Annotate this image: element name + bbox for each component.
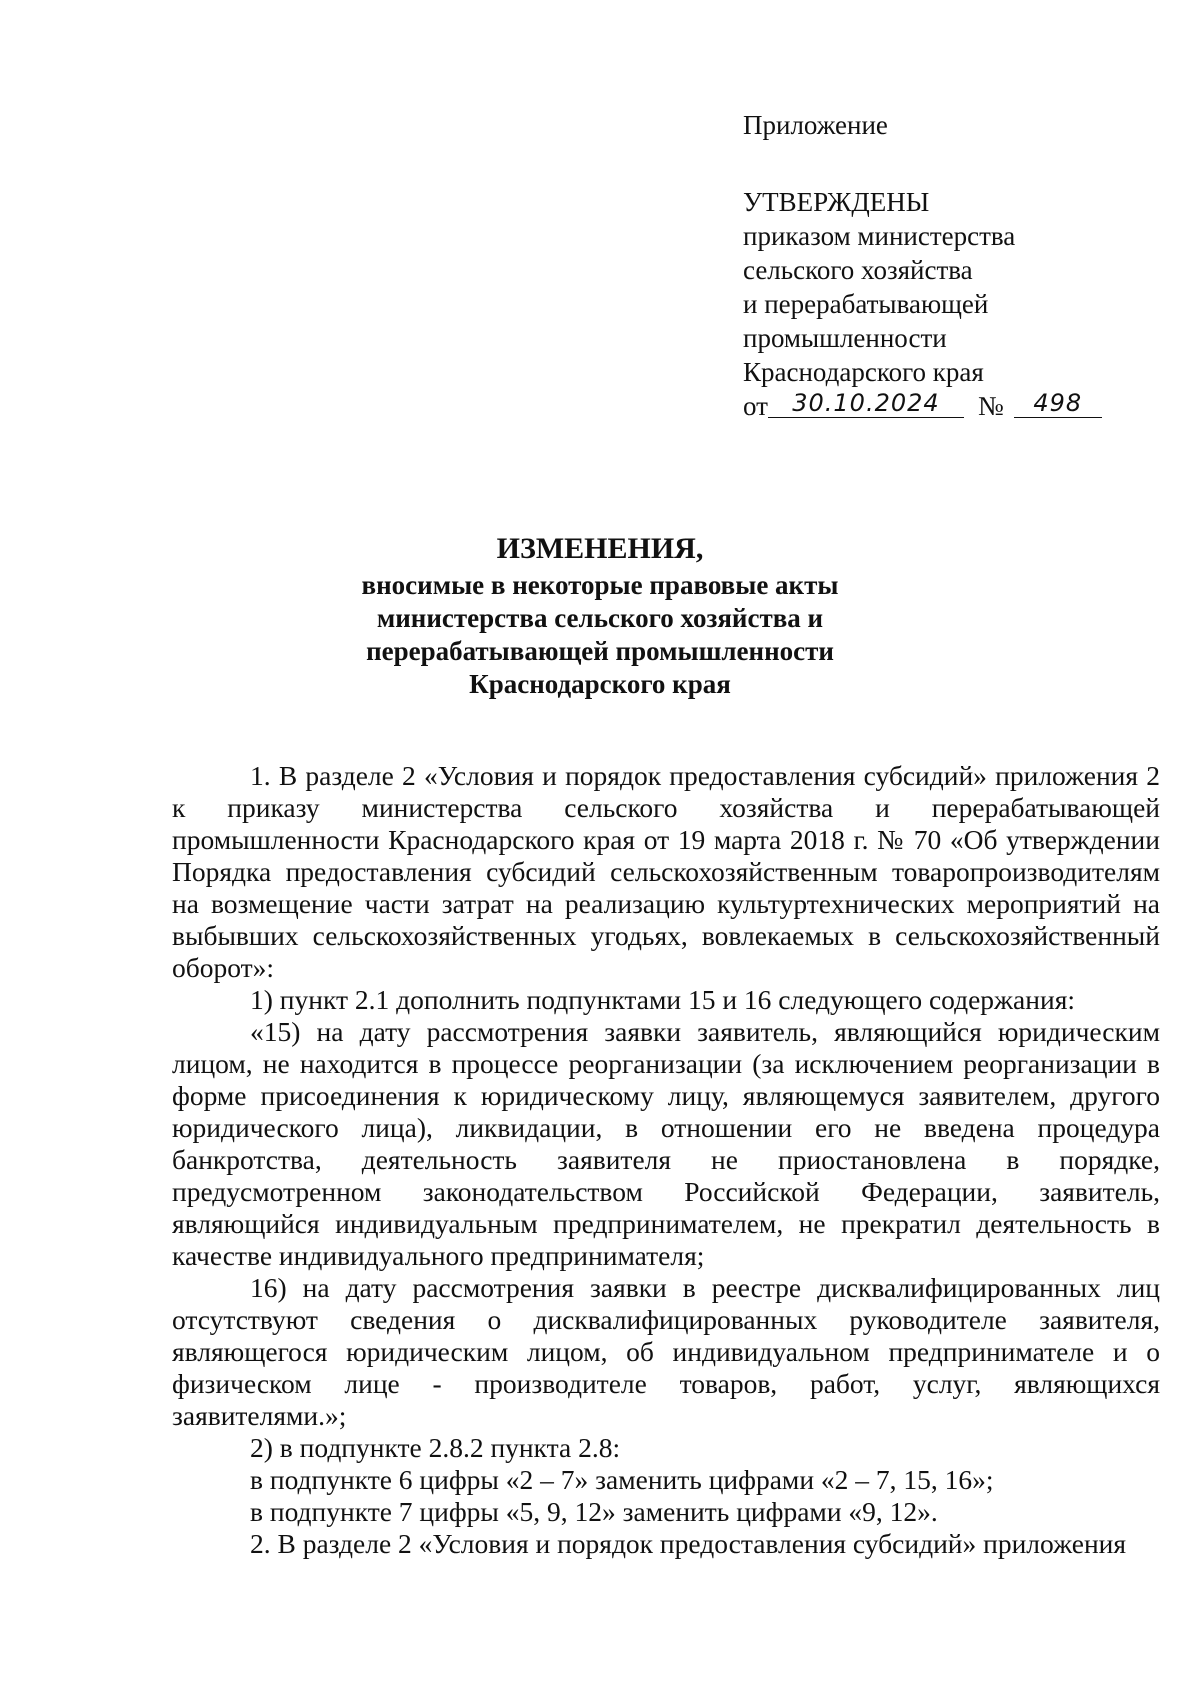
order-number-handwritten: 498 <box>1014 389 1102 418</box>
date-prefix: от <box>743 391 768 421</box>
heading-subtitle-line: министерства сельского хозяйства и <box>376 603 824 633</box>
approval-line: промышленности <box>743 323 947 353</box>
approval-line: Краснодарского края <box>743 357 984 387</box>
heading-subtitle-line: перерабатывающей промышленности <box>366 636 834 666</box>
heading-title: ИЗМЕНЕНИЯ, <box>496 532 704 565</box>
heading-subtitle-line: Краснодарского края <box>469 669 731 699</box>
order-date-number-row <box>743 389 1103 423</box>
approval-line: приказом министерства <box>743 221 1016 251</box>
document-heading <box>300 532 900 701</box>
order-date-handwritten: 30.10.2024 <box>768 389 964 418</box>
body-paragraph: «15) на дату рассмотрения заявки заявитель, являющийся юридическим лицом, не находится в процессе реорганизации (за исключением реорганизации в форме присоединения к юридическому лицу, являющемуся заявителем, другого юридического лица), ликвидации, в отношении его не введена процедура банкротства, деятельность заявителя не приостановлена в порядке, предусмотренном законодательством Российской Федерации, заявитель, являющийся индивидуальным предпринимателем, не прекратил деятельность в качестве индивидуального предпринимателя; <box>172 1016 1160 1271</box>
approval-line: сельского хозяйства <box>743 255 973 285</box>
body-paragraph: 2) в подпункте 2.8.2 пункта 2.8: <box>250 1432 621 1463</box>
approval-stamp <box>743 108 1103 423</box>
body-paragraph: в подпункте 7 цифры «5, 9, 12» заменить цифрами «9, 12». <box>250 1496 938 1527</box>
body-paragraph: 2. В разделе 2 «Условия и порядок предоставления субсидий» приложения <box>250 1528 1127 1559</box>
body-paragraph: 16) на дату рассмотрения заявки в реестре дисквалифицированных лиц отсутствуют сведения о дисквалифицированных руководителе заявителя, являющегося юридическим лицом, об индивидуальном предпринимателе и о физическом лице - производителе товаров, работ, услуг, являющихся заявителями.»; <box>172 1272 1160 1431</box>
document-body <box>172 760 1160 1560</box>
body-paragraph: в подпункте 6 цифры «2 – 7» заменить цифрами «2 – 7, 15, 16»; <box>250 1464 994 1495</box>
heading-subtitle-line: вносимые в некоторые правовые акты <box>361 570 839 600</box>
body-paragraph: 1. В разделе 2 «Условия и порядок предоставления субсидий» приложения 2 к приказу министерства сельского хозяйства и перерабатывающей промышленности Краснодарского края от 19 марта 2018 г. № 70 «Об утверждении Порядка предоставления субсидий сельскохозяйственным товаропроизводителям на возмещение части затрат на реализацию культуртехнических мероприятий на выбывших сельскохозяйственных угодьях, вовлекаемых в сельскохозяйственный оборот»: <box>172 760 1160 983</box>
appendix-label: Приложение <box>743 110 888 140</box>
body-paragraph: 1) пункт 2.1 дополнить подпунктами 15 и 16 следующего содержания: <box>250 984 1075 1015</box>
number-sign: № <box>977 391 1004 421</box>
approval-line: и перерабатывающей <box>743 289 989 319</box>
approved-label: УТВЕРЖДЕНЫ <box>743 187 930 217</box>
